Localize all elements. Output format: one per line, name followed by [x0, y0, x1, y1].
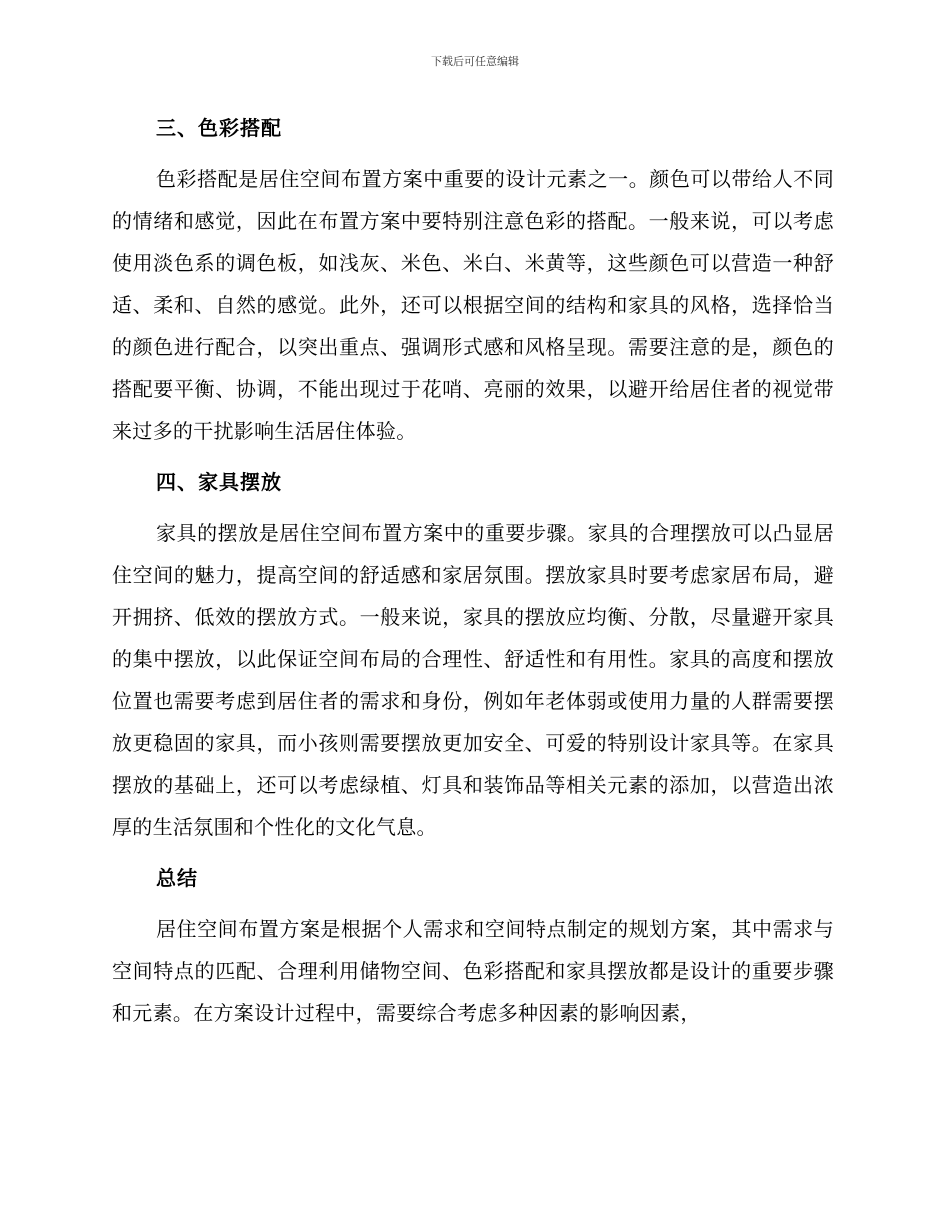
section-color-matching [112, 110, 834, 452]
section-summary [112, 860, 834, 1034]
section-heading: 三、色彩搭配 [156, 116, 282, 140]
section-paragraph: 家具的摆放是居住空间布置方案中的重要步骤。家具的合理摆放可以凸显居住空间的魅力，提高空间的舒适感和家居氛围。摆放家具时要考虑家居布局，避开拥挤、低效的摆放方式。一般来说，家具的摆放应均衡、分散，尽量避开家具的集中摆放，以此保证空间布局的合理性、舒适性和有用性。家具的高度和摆放位置也需要考虑到居住者的需求和身份，例如年老体弱或使用力量的人群需要摆放更稳固的家具，而小孩则需要摆放更加安全、可爱的特别设计家具等。在家具摆放的基础上，还可以考虑绿植、灯具和装饰品等相关元素的添加，以营造出浓厚的生活氛围和个性化的文化气息。 [112, 521, 834, 839]
section-heading: 总结 [156, 866, 198, 890]
section-furniture-placement [112, 464, 834, 848]
section-paragraph: 居住空间布置方案是根据个人需求和空间特点制定的规划方案，其中需求与空间特点的匹配、合理利用储物空间、色彩搭配和家具摆放都是设计的重要步骤和元素。在方案设计过程中，需要综合考虑多种因素的影响因素， [112, 917, 834, 1025]
section-heading: 四、家具摆放 [156, 470, 282, 494]
page-header: 下载后可任意编辑 [431, 55, 519, 68]
section-paragraph: 色彩搭配是居住空间布置方案中重要的设计元素之一。颜色可以带给人不同的情绪和感觉，因此在布置方案中要特别注意色彩的搭配。一般来说，可以考虑使用淡色系的调色板，如浅灰、米色、米白、米黄等，这些颜色可以营造一种舒适、柔和、自然的感觉。此外，还可以根据空间的结构和家具的风格，选择恰当的颜色进行配合，以突出重点、强调形式感和风格呈现。需要注意的是，颜色的搭配要平衡、协调，不能出现过于花哨、亮丽的效果，以避开给居住者的视觉带来过多的干扰影响生活居住体验。 [112, 167, 834, 443]
document-body [112, 110, 834, 1046]
